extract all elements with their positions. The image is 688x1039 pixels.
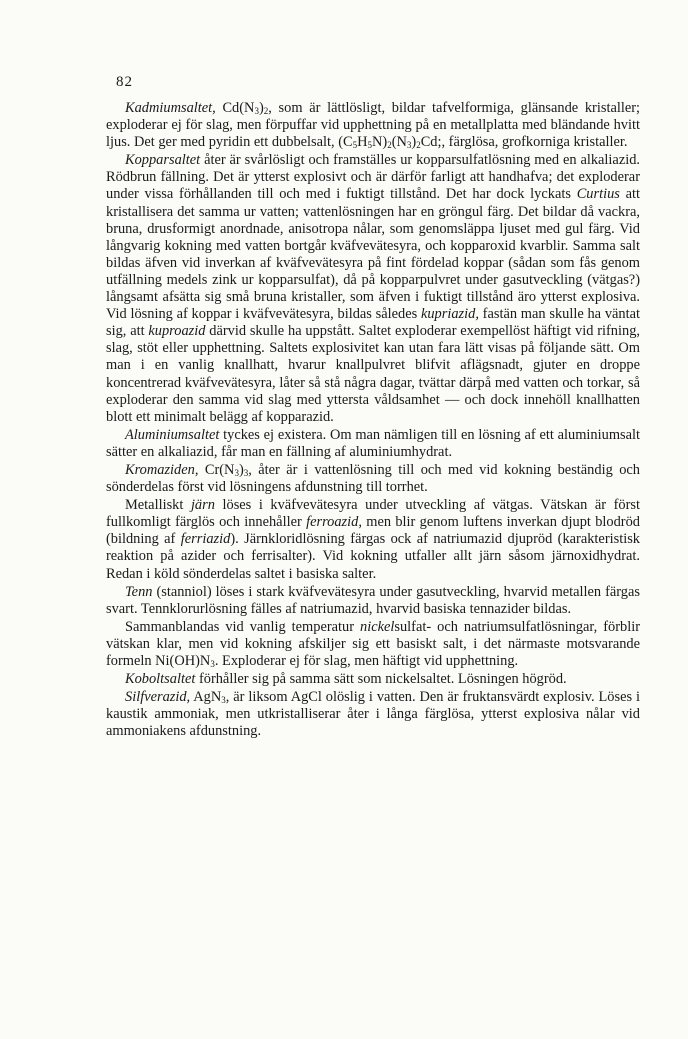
paragraph-kadmiumsaltet: Kadmiumsaltet, $Cd(N_3)_2$, som är lättlösligt, bildar tafvelformiga, glänsande kristaller; exploderar ej för slag, men förpuffar vid upphettning på en metallplatta med bländande hvitt ljus. Det ger med pyridin ett dubbelsalt, $(C_5H_5N)_2(N_3)_2Cd$;, färglösa, grofkorniga kristaller. (106, 100, 641, 151)
paragraph-kopparsaltet: Kopparsaltet åter är svårlösligt och framställes ur kopparsulfatlösning med en alkaliazid. Rödbrun fällning. Det är ytterst explosivt och är därför farligt att handhafva; det exploderar under vissa förhållanden till och med i fuktigt tillstånd. Det har dock lyckats Curtius att kristallisera det samma ur vatten; vattenlösningen har en gröngul färg. Det bildar då vackra, bruna, drusformigt anordnade, anisotropa nålar, som genomsläppa ljuset med gul färg. Vid långvarig kokning med vatten bortgår kväfvevätesyra, och kopparoxid kvarblir. Samma salt bildas äfven vid inverkan af kväfvevätesyra på fint fördelad koppar (sådan som fås genom utfällning medels zink ur kopparsulfat), då på kopparpulvret under gasutveckling (vätgas?) långsamt afsätta sig små bruna kristaller, som äfven i fuktigt tillstånd äro ytterst explosiva. Vid lösning af koppar i kväfvevätesyra, bildas således kupriazid, fastän man skulle ha väntat sig, att kuproazid därvid skulle ha uppstått. Saltet exploderar exempellöst häftigt vid rifning, slag, stöt eller upphettning. Saltets explosivitet kan utan fara lätt visas på följande sätt. Om man i en vanlig knallhatt, hvarur knallpulvret blifvit aflägsnadt, gjuter en droppe koncentrerad kväfvevätesyra, låter så stå några dagar, tvättar därpå med vatten och torkar, så exploderar den samma vid slag med yttersta våldsamhet — och dock innehöll knallhatten blott ett minimalt belägg af kopparazid. (106, 152, 641, 425)
paragraph-koboltsaltet: Koboltsaltet förhåller sig på samma sätt som nickelsaltet. Lösningen högröd. (125, 671, 567, 688)
paragraph-jarn: Metalliskt järn löses i kväfvevätesyra under utveckling af vätgas. Vätskan är först fullkomligt färglös och innehåller ferroazid, men blir genom luftens inverkan djupt blodröd (bildning af ferriazid). Järnkloridlösning färgas ock af natriumazid djupröd (karakteristisk reaktion på azider och ferrisalter). Vid kokning utfaller allt järn såsom järnoxidhydrat. Redan i köld sönderdelas saltet i basiska salter. (106, 497, 640, 582)
paragraph-nickel: Sammanblandas vid vanlig temperatur nickelsulfat- och natriumsulfatlösningar, förblir vätskan klar, men vid kokning afskiljer sig ett basiskt salt, i det närmaste motsvarande formeln $Ni(OH)N_3$. Exploderar ej för slag, men häftigt vid upphettning. (106, 618, 640, 669)
paragraph-aluminiumsaltet: Aluminiumsaltet tyckes ej existera. Om man nämligen till en lösning af ett aluminiumsalt sätter en alkaliazid, får man en fällning af aluminiumhydrat. (106, 426, 640, 460)
paragraph-tenn: Tenn (stanniol) löses i stark kväfvevätesyra under gasutveckling, hvarvid metallen färgas svart. Tennklorurlösning fälles af natriumazid, hvarvid basiska tennazider bildas. (106, 583, 640, 617)
body-text (106, 100, 640, 741)
paragraph-silfverazid: Silfverazid, AgN$_3$, är liksom AgCl olöslig i vatten. Den är fruktansvärdt explosiv. Löses i kaustik ammoniak, men utkristalliserar åter i långa färglösa, ytterst explosiva nålar vid ammoniakens afdunstning. (106, 689, 640, 740)
paragraph-kromaziden: Kromaziden, $Cr(N_3)_3$, åter är i vattenlösning till och med vid kokning beständig och sönderdelas först vid lösningens afdunstning till torrhet. (106, 461, 640, 496)
page-number: 82 (116, 74, 133, 90)
